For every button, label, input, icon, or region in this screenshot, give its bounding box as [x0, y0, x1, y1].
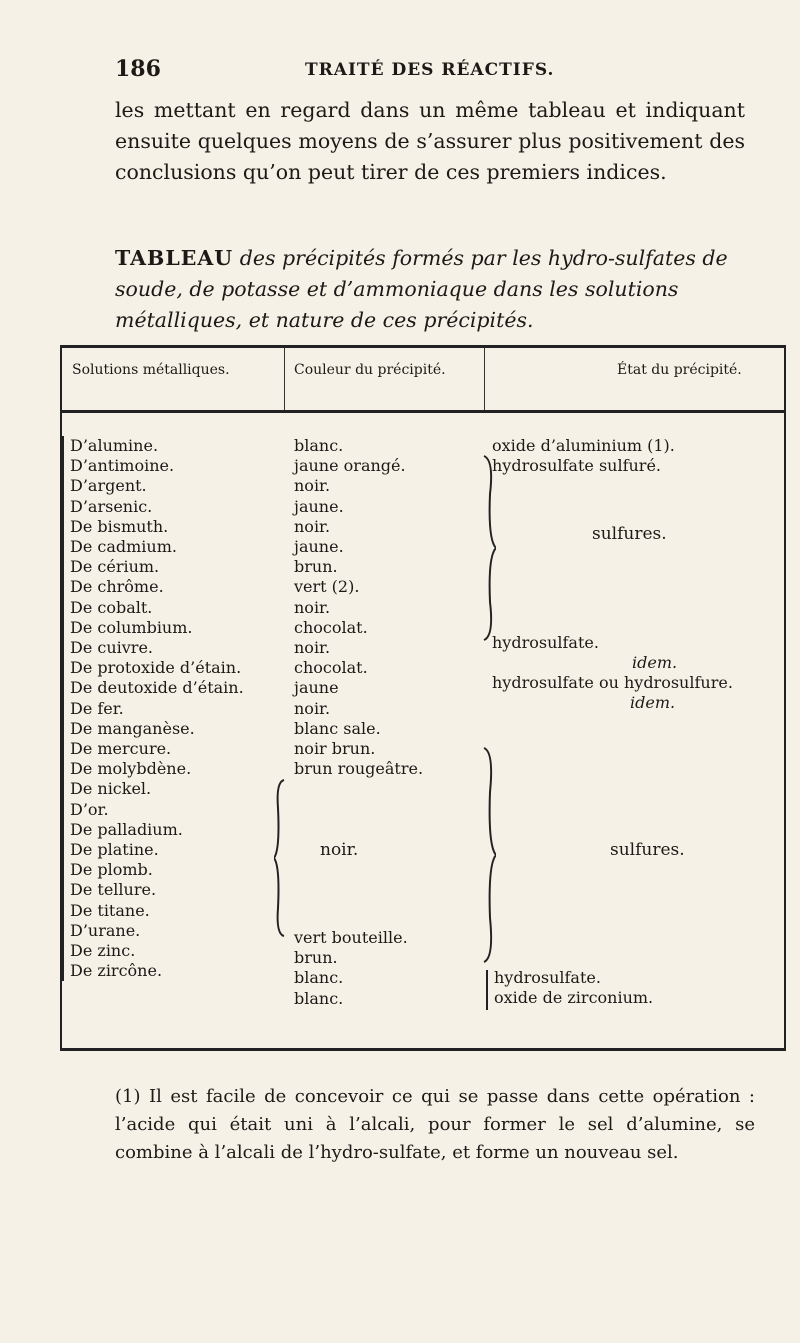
color-row: blanc.: [294, 988, 344, 1008]
solution-row: De zinc.: [70, 941, 136, 961]
table-caption: [115, 243, 740, 336]
intro-text: les mettant en regard dans un même tableau et indiquant ensuite quelques moyens de s’assurer plus positivement des conclusions qu’on peut tirer de ces premiers indices.: [115, 98, 745, 184]
state-group-1: sulfures.: [592, 524, 667, 544]
header-solutions: Solutions métalliques.: [72, 362, 230, 378]
state-fer: idem.: [630, 693, 676, 712]
state-antimoine: hydrosulfate sulfuré.: [492, 456, 662, 475]
header-state: État du précipité.: [617, 362, 742, 378]
solution-row: De nickel.: [70, 779, 152, 799]
solution-row: De fer.: [70, 698, 124, 718]
header-colors: Couleur du précipité.: [294, 362, 446, 378]
color-row: jaune: [294, 678, 339, 698]
solution-row: De cadmium.: [70, 537, 177, 557]
solution-row: De chrôme.: [70, 577, 164, 597]
state-brace-2: [482, 746, 496, 964]
color-row: blanc.: [294, 968, 344, 988]
intro-paragraph: [115, 95, 745, 188]
solution-row: De protoxide d’étain.: [70, 658, 242, 678]
footnote-text: (1) Il est facile de concevoir ce qui se passe dans cette opération : l’acide qui était uni à l’alcali, pour former le sel d’alumine, se combine à l’alcali de l’hydro-sulfate, et forme un nouveau sel.: [115, 1086, 755, 1163]
header-rule: [62, 410, 784, 413]
solution-row: De platine.: [70, 840, 159, 860]
state-zircone: oxide de zirconium.: [494, 988, 654, 1007]
solution-row: D’antimoine.: [70, 456, 175, 476]
solution-row: De molybdène.: [70, 759, 192, 779]
color-row: noir.: [294, 476, 331, 496]
color-row: noir.: [294, 698, 331, 718]
color-row: jaune orangé.: [294, 456, 406, 476]
caption-text: des précipités formés par les hydro-sulfates de soude, de potasse et d’ammoniaque dans les solutions métalliques, et nature de ces précipités.: [115, 246, 728, 332]
running-title: TRAITÉ DES RÉACTIFS.: [305, 60, 555, 80]
color-row: jaune.: [294, 496, 344, 516]
colors-column: [294, 436, 494, 779]
color-row: chocolat.: [294, 658, 368, 678]
footnote: [115, 1083, 755, 1167]
solutions-column: [62, 436, 290, 981]
state-zinc: hydrosulfate.: [494, 968, 601, 987]
solution-row: De tellure.: [70, 880, 157, 900]
color-row: brun.: [294, 557, 338, 577]
state-cuivre: hydrosulfate.: [492, 633, 599, 652]
solution-row: De cérium.: [70, 557, 160, 577]
color-row: vert bouteille.: [294, 928, 408, 947]
colors-tail: [294, 928, 494, 1009]
precipitate-table: [60, 345, 786, 1051]
page-number: 186: [115, 56, 161, 82]
state-alumine: oxide d’aluminium (1).: [492, 436, 675, 455]
color-row: chocolat.: [294, 617, 368, 637]
color-row: noir.: [294, 597, 331, 617]
color-group-brace: [274, 778, 288, 938]
solution-row: De plomb.: [70, 860, 153, 880]
grouped-color: noir.: [320, 840, 359, 860]
color-row: brun.: [294, 948, 338, 968]
state-etain-1: idem.: [632, 653, 678, 672]
running-head: [115, 50, 700, 90]
state-etain-2: hydrosulfate ou hydrosulfure.: [492, 673, 733, 692]
column-separator: [284, 348, 285, 410]
solution-row: De mercure.: [70, 739, 172, 759]
solution-row: De manganèse.: [70, 718, 195, 738]
solution-row: De palladium.: [70, 819, 183, 839]
color-row: noir.: [294, 516, 331, 536]
color-row: blanc.: [294, 436, 344, 455]
color-row: brun rougeâtre.: [294, 759, 424, 779]
caption-lead: TABLEAU: [115, 246, 234, 270]
color-row: vert (2).: [294, 577, 360, 597]
solution-row: De titane.: [70, 900, 150, 920]
solution-row: De zircône.: [70, 961, 163, 981]
solution-row: D’or.: [70, 799, 109, 819]
solution-row: De bismuth.: [70, 516, 169, 536]
color-row: noir brun.: [294, 739, 376, 759]
solution-row: De columbium.: [70, 617, 193, 637]
solution-row: De deutoxide d’étain.: [70, 678, 244, 698]
solution-row: D’urane.: [70, 920, 141, 940]
color-row: jaune.: [294, 537, 344, 557]
solution-row: De cuivre.: [70, 638, 154, 658]
solution-row: De cobalt.: [70, 597, 153, 617]
state-group-2: sulfures.: [610, 840, 685, 860]
solution-row: D’arsenic.: [70, 496, 153, 516]
state-bracket: [486, 970, 488, 1010]
solution-row: D’alumine.: [70, 436, 159, 455]
column-separator: [484, 348, 485, 410]
state-brace-1: [482, 454, 496, 642]
solution-row: D’argent.: [70, 476, 147, 496]
color-row: blanc sale.: [294, 718, 381, 738]
color-row: noir.: [294, 638, 331, 658]
